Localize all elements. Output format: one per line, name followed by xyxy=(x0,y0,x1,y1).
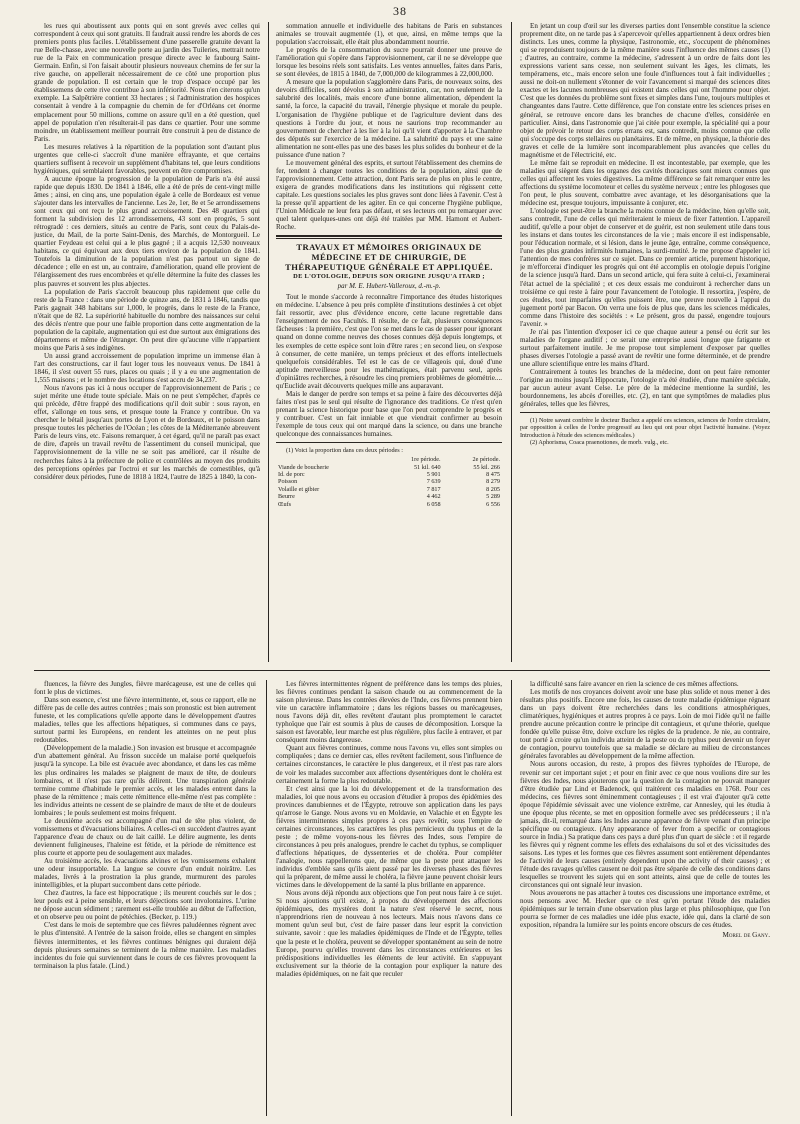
consumption-table xyxy=(276,456,502,508)
table-row xyxy=(276,478,502,485)
paragraph: Les fièvres intermittentes régnent de préférence dans les temps des pluies, les fièvres continues pendant la saison chaude ou au commencement de la saison pluvieuse. Dans les contrées élevées de l'Inde, ces fièvres prennent bien vite un caractère inflammatoire ; dans les régions basses ou marécageuses, nous l'avons déjà dit, elles revêtent d'autant plus promptement le caractet typhoïque que l'air est soumis à plus de causes de décomposition. Lorsque la saison est favorable, leur marche est plus régulière, plus facile à entraver, et par conséquent moins dangereuse. xyxy=(276,680,502,745)
section-title: TRAVAUX ET MÉMOIRES ORIGINAUX DE MÉDECINE ET DE CHIRURGIE, DE THÉRAPEUTIQUE GÉNÉRALE ET APPLIQUÉE. xyxy=(285,242,493,273)
table-cell: Viande de boucherie xyxy=(278,463,329,471)
column-divider xyxy=(268,22,269,662)
table-cell: 5 289 xyxy=(486,493,500,501)
table-cell: 55 kil. 266 xyxy=(473,463,500,471)
footnote: (2) Aphorisma, Coaca praenotiones, de morb. vulg., etc. xyxy=(530,438,669,446)
table-cell: 8 475 xyxy=(486,471,500,479)
paragraph: Nous avouerons ne pas attacher à toutes ces discussions une importance extrême, et nous pensons avec M. Hecker que ce n'est qu'en portant l'étude des maladies épidémiques sur le terrain d'une observation plus large et plus philosophique, que l'on pourra se former de ces maladies une idée plus exacte, idée qui, dans la clarté de son exposition, répandra la lumière sur les points encore obscurs de ces études. xyxy=(520,889,770,930)
footnote-rule xyxy=(520,412,770,413)
paragraph: Dans son essence, c'est une fièvre intermittente, et, sous ce rapport, elle ne diffère pas de celle des autres contrées ; mais son pronostic est bien autrement funeste, et les complications qu'elle apporte dans le développement d'autres maladies, telles que les affections hépatiques, si communes dans ce pays, surtout parmi les Européens, en rendent les atteintes on ne peut plus redoutables. xyxy=(34,696,256,745)
paragraph: Chez d'autres, la face est hippocratique ; ils meurent couchés sur le dos ; leur pouls est à peine sensible, et leurs déjections sont involontaires. L'urine ne dépose aucun sédiment ; rarement est-elle troublée au début de l'affection, et on observe peu ou point de pétéchies. (Becker, p. 119.) xyxy=(34,889,256,922)
table-cell: 51 kil. 640 xyxy=(413,463,441,471)
paragraph: En jetant un coup d'œil sur les diverses parties dont l'ensemble constitue la science proprement dite, on ne tarde pas à s'apercevoir qu'elles appartiennent à deux ordres bien distincts. Les unes, comme la physique, l'astronomie, etc., s'occupent de phénomènes qui se reproduisent toujours de la même manière sous l'influence des mêmes causes (1) ; d'autres, au contraire, comme la médecine, s'adressent à un ordre de faits dont les expressions varient sans cesse, non seulement suivant les âges, les climats, les tempéramens, etc., mais encore selon une foule d'influences tout à fait individuelles ; aussi ne doit-on nullement s'étonner de voir l'avancement si marqué des sciences dites exactes et les lacunes nombreuses qui existent dans celles qui ont l'homme pour objet. C'est que les données du problème sont fixes et simples dans l'une, toujours multiples et changeantes dans l'autre. Cette différence, que l'on constate entre les sciences prises en général, se retrouve encore dans les branches de chacune d'elles, considérée en particulier. Ainsi, dans l'astronomie que j'ai citée pour exemple, la spécialité qui a pour objet de prévoir le retour des corps errans est, sans contredit, moins connue que celle qui s'occupe des corps stellaires ou planétaires. Et de même, en physique, la théorie des graves et celle de la lumière sont incomparablement plus avancées que celles du magnétisme et de l'électricité, etc. xyxy=(520,22,770,159)
paragraph: Mais le danger de perdre son temps et sa peine à faire des découvertes déjà faites n'est pas le seul qui résulte de l'ignorance des traditions. Ce n'est qu'en prenant la science historique pour base que l'on peut comprendre le progrès et y contribuer. C'est un fait inniable et que viendrait confirmer au besoin l'exemple de tous ceux qui ont marqué dans la science, ou dans une branche quelconque des connaissances humaines. xyxy=(276,389,502,439)
column-1 xyxy=(34,22,260,662)
table-cell: Volaille et gibier xyxy=(278,485,320,493)
table-cell: Id. de porc xyxy=(278,471,305,479)
table-cell: 7 817 xyxy=(426,485,441,493)
paragraph: Contrairement à toutes les branches de la médecine, dont on peut faire remonter l'origine au moins jusqu'à Hippocrate, l'otologie n'a été étudiée, d'une manière spéciale, par aucun auteur avant Celse. Le père de la médecine mentionne la surdité, les bourdonnemens, les abcès d'oreilles, etc. (2), en tant que symptômes de maladies plus générales, telles que les fièvres, xyxy=(520,368,770,409)
table-header-row xyxy=(276,456,502,463)
paragraph: Nous n'avons pas ici à nous occuper de l'approvisionnement de Paris ; ce sujet mérite une étude toute spéciale. Mais on ne peut s'empêcher, d'après ce qui précède, d'être frappé des modifications qu'il doit subir : sous rayon, en effet, s'allonge en tous sens, et presque toute la France y contribue. On va chercher le bétail jusqu'aux portes de Lyon et de Bordeaux, et le poisson dans presque toutes les pêcheries de l'Océan ; les côtes de la Méditerranée abreuvent Paris de leurs vins, etc. Faisons remarquer, à cet égard, qu'il ne paraît pas exact de dire, d'après un travail revêtu de l'assentiment du conseil municipal, que l'approvisionnement de la ville ne se soit pas amélioré, car il résulte de recherches faites à la préfecture de police et contrôlées au moyen des produits des perceptions opérées par l'octroi et sur les marchés de comestibles, qu'à considérer deux périodes, l'une de 1818 à 1824, l'autre de 1825 à 1840, la con- xyxy=(34,384,260,481)
table-cell: 6 556 xyxy=(486,500,500,508)
article-author: par M. E. Hubert-Valleroux, d.-m.-p. xyxy=(337,282,441,291)
column-divider xyxy=(266,680,267,1116)
footnote: (1) Voici la proportion dans ces deux périodes : xyxy=(286,447,403,455)
column-2 xyxy=(276,22,502,662)
table-header-cell: 2e période. xyxy=(472,456,500,464)
paragraph: Je n'ai pas l'intention d'exposer ici ce que chaque auteur a pensé ou écrit sur les maladies de l'organe auditif ; ce serait une entreprise aussi longue que fatigante et surtout parfaitement inutile. Je me propose tout simplement d'exposer par quelles phases diverses l'otologie a passé avant de revêtir une forme déterminée, et de prendre une allure scientifique entre les mains d'Itard. xyxy=(520,327,770,368)
paragraph: La population de Paris s'accroît beaucoup plus rapidement que celle du reste de la France : dans une période de quinze ans, de 1831 à 1846, tandis que Paris gagnait 348 habitans sur 1,000, le progrès, dans le reste de la France, n'était que de 82. La supériorité habituelle du nombre des naissances sur celui des décès n'entre que pour une faible proportion dans cette augmentation de la population de la capitale, augmentation qui est due surtout aux émigrations des départemens et même de l'étranger. On peut dire qu'aucune ville n'appartient moins que Paris à ses indigènes. xyxy=(34,287,260,352)
table-cell: Beurre xyxy=(278,493,295,501)
paragraph: Et c'est ainsi que la loi du développement et de la transformation des maladies, loi que nous avons eu occasion d'étudier à propos des épidémies des provinces danubiennes et de l'Égypte, retrouve son application dans les pays qu'arrose le Gange. Nous avons vu en Moldavie, en Valachie et en Égypte les fièvres intermittentes simples propres à ces pays revêtir, sous l'empire de certaines circonstances, les caractères les plus pernicieux du typhus et de la peste ; de même voyons-nous les fièvres des Indes, sous l'empire de circonstances à peu près analogues, prendre le cachet du typhus, se compliquer d'affections hépatiques, de dyssenteries et de choléra. Pour compléter l'analogie, nous rappellerons que, de même que la peste peut attaquer les individus d'emblée sans qu'ils aient passé par les diverses phases des fièvres qui la préparent, de même aussi le choléra, la fièvre jaune peuvent choisir leurs victimes dans le développement de la santé la plus brillante en apparence. xyxy=(276,784,502,890)
column-4 xyxy=(34,680,256,1120)
table-cell: 8 205 xyxy=(486,485,500,493)
table-cell: 5 901 xyxy=(426,471,441,479)
paragraph: Le deuxième accès est accompagné d'un mal de tête plus violent, de vomissemens et d'évacuations biliaires. A celles-ci en succèdent d'autres ayant l'apparence d'eau de chaux ou de lait caillé. Le délire augmente, les dents deviennent fuligineuses, l'haleine est fétide, et la période de rémittence est plus courte et apporte peu de soulagement aux malades. xyxy=(34,816,256,857)
paragraph: (Développement de la maladie.) Son invasion est brusque et accompagnée d'un abattement général. Au frisson succède un malaise porté quelquefois jusqu'à la syncope. La bile est évacuée avec abondance, et dans les cas même les plus ordinaires les malades se plaignent de maux de tête, de douleurs lombaires, et il n'est pas rare qu'ils délirent. Une transpiration générale termine comme d'habitude le premier accès, et les malades entrent dans la phase de la rémittence ; mais cette rémittence elle-même n'est pas complète : les individus atteints ne cessent de se plaindre de maux de tête et de douleurs lombaires ; le pouls seulement est moins fréquent. xyxy=(34,744,256,817)
paragraph: Quant aux fièvres continues, comme nous l'avons vu, elles sont simples ou compliquées ; dans ce dernier cas, elles revêtent facilement, sous l'influence de certaines circonstances, le caractère le plus dangereux, et il n'est pas rare alors de voir les malades succomber aux affections dysentériques dont le choléra est certainement la forme la plus redoutable. xyxy=(276,744,502,785)
paragraph: la difficulté sans faire avancer en rien la science de ces mêmes affections. xyxy=(530,680,739,688)
footnote: (1) Notre savant confrère le docteur Buchez a appelé ces sciences, sciences de l'ordre circulaire, par opposition à celles de l'ordre progressif au lieu qui ont pour objet l'activité humaine. (Voyez Introduction à l'étude des sciences médicales.) xyxy=(520,417,770,439)
horizontal-separator xyxy=(34,670,770,671)
table-cell: 4 462 xyxy=(426,493,441,501)
table-row xyxy=(276,493,502,500)
paragraph: les rues qui aboutissent aux ponts qui en sont grevés avec celles qui correspondent à ceux qui sont gratuits. Il faudrait aussi rendre les abords de ces premiers ponts plus faciles. L'établissement d'une passerelle gratuite devant la rue Belle-chasse, avec une nouvelle porte au jardin des Tuileries, mettrait notre rue de la Paix en communication presque directe avec le faubourg Saint-Germain. Enfin, si l'on faisait aboutir plusieurs nouveaux chemins de fer sur la rive gauche, on appellerait nécessairement de ce côté une proportion plus grande de population. Il est certain que le trop d'espace occupé par les établissemens de cette rive contribue à son infériorité. Nous n'en citerons qu'un exemple. La Salpêtrière contient 33 hectares ; si l'administration des hospices consentait à vendre à la compagnie du chemin de fer d'Orléans cet énorme emplacement pour 50 millions, comme on assure qu'il en a été question, quel appel de population n'en résulterait-il pas dans ce quartier. Pour une somme moindre, un établissement meilleur pourrait être construit à peu de distance de Paris. xyxy=(34,22,260,143)
page-number: 38 xyxy=(393,4,407,18)
paragraph: A aucune époque la progression de la population de Paris n'a été aussi rapide que depuis 1830. De 1841 à 1846, elle a été de près de cent-vingt mille âmes ; ainsi, en cinq ans, une population égale à celle de Bordeaux est venue s'ajouter dans les intervalles de l'ancienne. Les 2e, 1er, 8e et 5e arrondissemens sont ceux qui ont reçu le plus grand accroissement. Des 48 quartiers qui forment la subdivision des 12 arrondissemens, 43 sont en progrès, 5 sont rétrogradé : ces derniers, situés au centre de Paris, sont ceux du Palais-de-justice, du Mail, de la porte Saint-Denis, des Marchés, de Montorgueil. Le quartier Feydeau est celui qui a le plus gagné ; il a acquis 12,530 nouveaux habitans, ce qui équivaut aux deux tiers environ de la population de 1841. Toutefois la diminution de la population n'est pas partout un signe de décadence ; elle en est un, au contraire, d'amélioration, quand elle provient de l'élargissement des rues encombrées et qu'elle détermine la fuite des classes les plus pauvres et souvent les plus abjectes. xyxy=(34,174,260,288)
paragraph: Les mesures relatives à la répartition de la population sont d'autant plus urgentes que celle-ci s'accroît d'une manière effrayante, et que certains quartiers suffisent à recevoir un supplément d'habitans tel, que leurs conditions hygiéniques, qui semblaient favorables, peuvent en être compromises. xyxy=(34,142,260,175)
paragraph: Nous aurons occasion, du reste, à propos des fièvres typhoïdes de l'Europe, de revenir sur cet important sujet ; et pour en finir avec ce que nous voulions dire sur les fièvres des Indes, nous ajouterons que la question de la contagion ne pouvait manquer d'être étudiée par Lind et Badenock, qui traitèrent ces maladies en 1768. Pour ces médecins, ces fièvres sont éminemment contagieuses ; il est vrai d'ajouter qu'à cette époque l'épidémie sévissait avec une violence extrême, car Annesley, qui les étudia à une époque plus récente, se met en opposition formelle avec ses prédécesseurs ; il n'a jamais, dit-il, remarqué dans les Indes aucune apparence de fièvre venant d'un principe spécifique ou contagieux. (Any appearance of fever from a specific or contagious source in India.) Sa pratique dans ces pays a duré plus d'un quart de siècle : et il regarde les fièvres qui y règnent comme les effets des exhalaisons du sol et des vicissitudes des saisons. Les types et les formes que ces fièvres assument sont entièrement dépendantes de l'activité de leurs causes (entirely dependent upon the activity of their causes) ; et l'étude des ravages qu'elles causent ne doit pas être séparée de celle des conditions dans lesquelles se trouvent les sujets qui en sont atteints, ainsi que de celle de toutes les circonstances qui ont signalé leur invasion. xyxy=(520,760,770,890)
table-cell: 6 058 xyxy=(426,500,441,508)
paragraph: C'est dans le mois de septembre que ces fièvres paludéennes règnent avec le plus d'intensité. A l'entrée de la saison froide, elles se changent en simples fièvres intermittentes, et les fièvres continues bénignes qui duraient déjà depuis plusieurs semaines se terminent de la même manière. Les maladies incidentes du foie qui surviennent dans le cours de ces fièvres provoquent la terminaison la plus fatale. (Lind.) xyxy=(34,921,256,970)
column-divider xyxy=(511,22,512,662)
author-signature: Morel de Gany. xyxy=(722,931,770,940)
section-rule xyxy=(276,235,502,239)
paragraph: Les motifs de nos croyances doivent avoir une base plus solide et nous mener à des résultats plus positifs. Encore une fois, les causes de toute maladie épidémique régnant dans un pays doivent être recherchées dans les conditions atmosphériques, climatériques, hygiéniques et autres propres à ce pays. Loin de moi l'idée qu'il ne faille prendre aucune précaution contre le principe dit contagieux, et qu'une théorie, quelque fondée qu'elle puisse être, doive exclure les règles de la prudence. Je nie, au contraire, tout porté à croire qu'un individu atteint de la peste ou du typhus peut devenir un foyer de contagion, pourvu toutefois que sa maladie se déclare au milieu de circonstances générales favorables au développement de la même affection. xyxy=(520,688,770,761)
table-cell: 7 639 xyxy=(426,478,441,486)
paragraph: Le progrès de la consommation du sucre pourrait donner une preuve de l'amélioration qui s'opère dans l'approvisionnement, car il ne se développe que lorsque les besoins réels sont satisfaits. Les ventes annuelles, faites dans Paris, se sont élevées, de 1815 à 1840, de 7,000,000 de kilogrammes à 22,000,000. xyxy=(276,46,502,79)
paragraph: Nous avons déjà répondu aux objections que l'on peut nous faire à ce sujet. Si nous ajoutions qu'il existe, à propos du développement des affections épidémiques, des mystères dont la nature s'est réservé le secret, nous n'apprendrions rien de nouveau à nos lecteurs. Mais nous n'avons dans ce moment qu'un seul but, c'est de faire passer dans leur esprit la conviction suivante, savoir : que les maladies épidémiques de l'Inde et de l'Égypte, telles que la peste et le choléra, peuvent se développer spontanément au sein de notre Europe, pourvu qu'elles trouvent dans les circonstances extérieures et les prédispositions individuelles les éléments de leur activité. En s'appuyant exclusivement sur la théorie de la contagion pour expliquer la nature des maladies épidémiques, on ne fait que reculer xyxy=(276,889,502,978)
column-6 xyxy=(520,680,770,1120)
table-cell: Œufs xyxy=(278,500,292,508)
paragraph: sommation annuelle et individuelle des habitans de Paris en substances animales se trouvait augmentée (1), et que, ainsi, en même temps que la population s'accroissait, elle était plus abondamment nourrie. xyxy=(276,22,502,47)
paragraph: fluences, la fièvre des Jungles, fièvre marécageuse, est une de celles qui font le plus de victimes. xyxy=(34,680,256,697)
table-row xyxy=(276,464,502,471)
table-row xyxy=(276,486,502,493)
column-divider xyxy=(511,680,512,1116)
paragraph: A mesure que la population s'agglomère dans Paris, de nouveaux soins, des devoirs difficiles, sont dévolus à son administration, car, non seulement de la salubrité des localités, mais encore d'une bonne alimentation, dépendent la santé, la force, la capacité du travail, l'énergie physique et morale du peuple. L'organisation de l'hygiène publique et de l'agriculture devient dans des questions à l'ordre du jour, et nous ne saurions trop recommander au gouvernement de chercher à les lier à la loi qu'il vient d'apporter à la Chambre des députés sur l'exercice de la médecine. La salubrité du pays et une saine alimentation ne sont-elles pas une des bases les plus solides du bonheur et de la puissance d'une nation ? xyxy=(276,78,502,159)
column-5 xyxy=(276,680,502,1120)
table-cell: 8 279 xyxy=(486,478,500,486)
paragraph: Un aussi grand accroissement de population imprime un immense élan à l'art des constructions, car il faut loger tous les nouveaux venus. De 1841 à 1846, il s'est ouvert 55 rues, places ou quais ; il y a eu une augmentation de 1,555 maisons ; et le nombre des locations s'est accru de 34,237. xyxy=(34,351,260,385)
table-cell: Poisson xyxy=(278,478,298,486)
paragraph: Le mouvement général des esprits, et surtout l'établissement des chemins de fer, tendent à changer toutes les conditions de la population, ainsi que de l'approvisionnement. Cette attraction, dont Paris sera de plus en plus le centre, exigera de grandes modifications dans les institutions qui régissent cette capitale. Les questions sociales les plus graves sont donc liées à l'avenir. C'est à la presse qu'il appartient de les agiter. En ce qui concerne l'hygiène publique, l'Union Médicale ne leur fera pas défaut, et ses lecteurs ont pu remarquer avec quel talent quelques-unes ont déjà été traitées par MM. Hamont et Aubert-Roche. xyxy=(276,158,502,232)
column-3 xyxy=(520,22,770,662)
article-title: DE L'OTOLOGIE, DEPUIS SON ORIGINE JUSQU'A ITARD ; xyxy=(293,273,485,281)
table-row xyxy=(276,501,502,508)
paragraph: L'otologie est peut-être la branche la moins connue de la médecine, bien qu'elle soit, sans contredit, l'une de celles qui mériteraient le mieux de fixer l'attention. L'appareil auditif, qu'elle a pour objet de conserver et de guérir, est non seulement utile dans tous les instans et dans toutes les circonstances de la vie ; mais encore il est indispensable, pour l'éducation normale, et si lésion, dans le jeune âge, entraîne, comme conséquence, l'une des plus grandes infirmités humaines, la surdi-mutité. Je me propose d'appeler ici l'attention de mes confrères sur ce sujet. Dans ce premier article, purement historique, je m'efforcerai d'indiquer les progrès qui ont été accomplis en otologie depuis l'origine de la science jusqu'à Itard. Dans un second article, qui fera suite à celui-ci, j'examinerai l'état actuel de la spécialité ; et ces deux essais me conduiront à rechercher dans un troisième ce qui reste à faire pour l'avancement de l'otologie. Il ressortira, j'espère, de ces études, tout imparfaites qu'elles puissent être, une preuve nouvelle à l'appui du jugement porté par Bacon. On verra une fois de plus que, dans les sciences médicales, comme dans l'histoire des sociétés : « Le présent, gros du passé, engendre toujours l'avenir. » xyxy=(520,207,770,328)
table-header-cell xyxy=(276,456,379,463)
paragraph: Tout le monde s'accorde à reconnaître l'importance des études historiques en médecine. L'absence à peu près complète d'institutions destinées à cet objet fait ressortir, avec plus d'évidence encore, cette lacune regrettable dans l'enseignement de nos Facultés. Il résulte, de ce fait, plusieurs conséquences fâcheuses : la première, c'est que l'on se met dans le cas de passer pour ignorant quand on donne comme neuves des choses connues déjà depuis longtemps, et les exemples de cette espèce sont loin d'être rares ; en second lieu, on s'expose à consumer, de cette manière, un temps précieux et des efforts intellectuels quelquefois considérables. Tel est le cas de ce villageois qui, doué d'une aptitude merveilleuse pour les mathématiques, était parvenu seul, après d'opiniâtres recherches, à résoudre les cinq premiers problèmes de géométrie.... qu'Euclide avait découverts quelques mille ans auparavant. xyxy=(276,293,502,390)
paragraph: Le même fait se reproduit en médecine. Il est incontestable, par exemple, que les maladies qui siègent dans les organes des cavités thoraciques sont mieux connues que celles qui affectent les voies digestives. La même différence se fait remarquer entre les affections du système locomoteur et celles du système nerveux ; entre les phlogoses que l'on peut, le plus souvent, combattre avec avantage, et les désorganisations que la médecine est, presque toujours, impuissante à conjurer, etc. xyxy=(520,158,770,208)
footnote-rule xyxy=(276,442,502,443)
paragraph: Au troisième accès, les évacuations alvines et les vomissemens exhalent une odeur insupportable. La langue se couvre d'un enduit noirâtre. Les malades, livrés à la prostration la plus grande, murmurent des paroles inintelligibles, et la plupart succombent dans cette période. xyxy=(34,857,256,890)
table-row xyxy=(276,471,502,478)
table-header-cell: 1re période. xyxy=(411,456,441,464)
